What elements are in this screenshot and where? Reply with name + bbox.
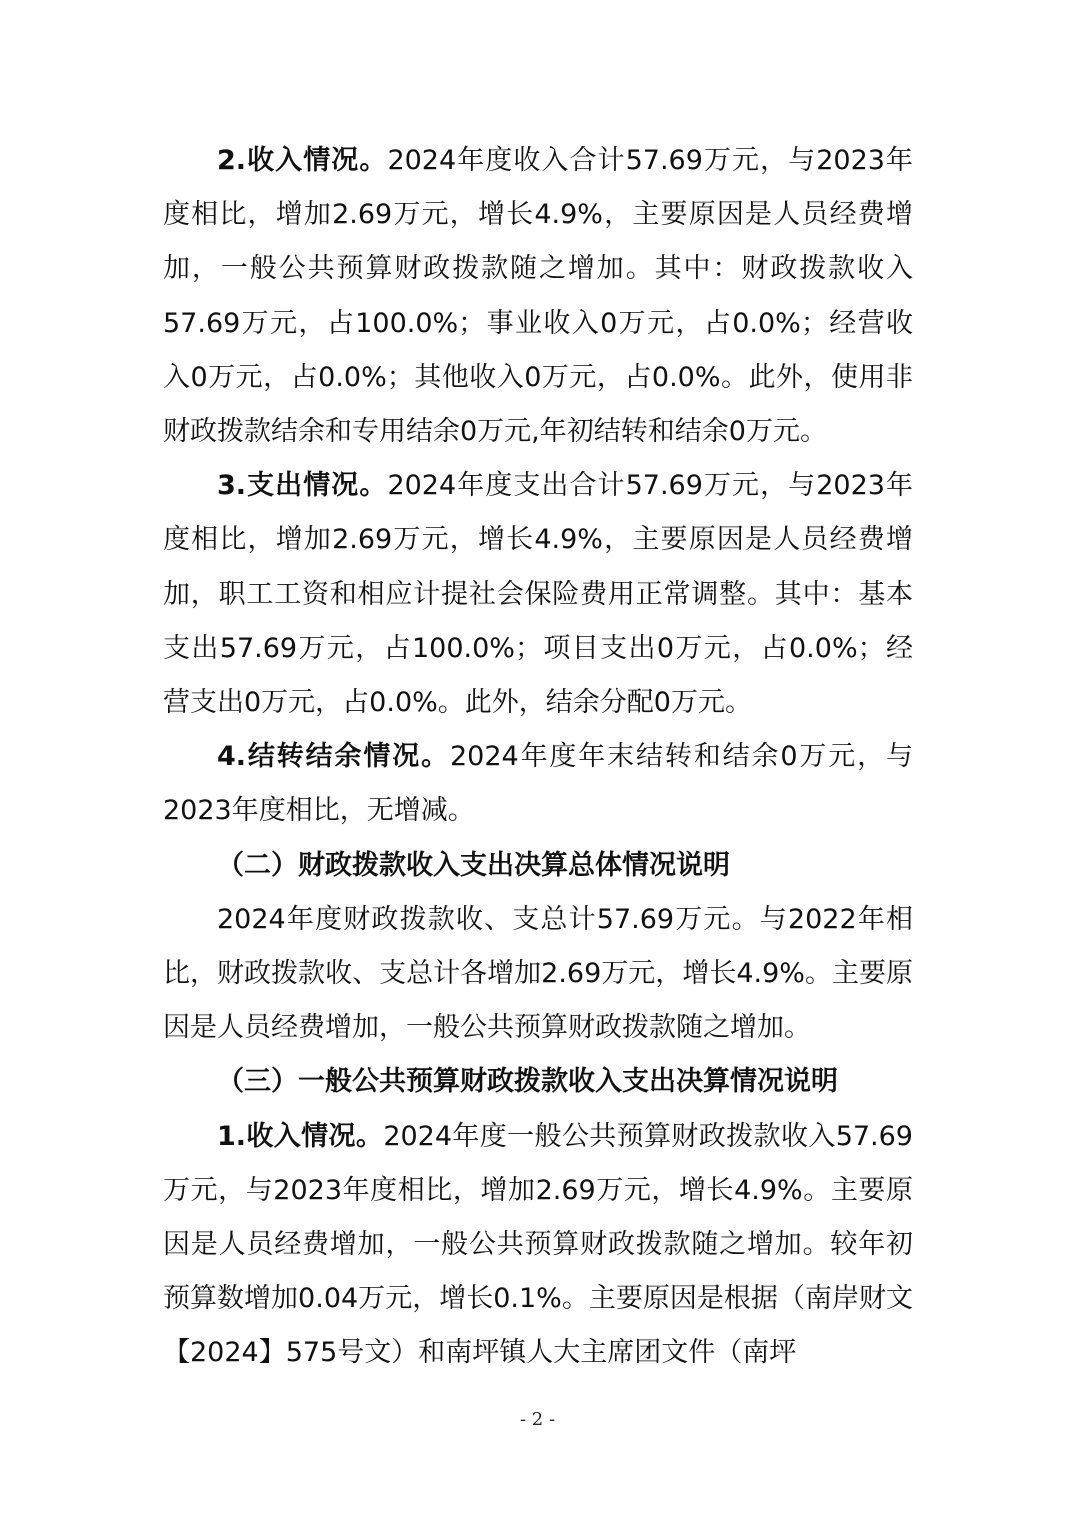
paragraph-text: 2024年度年末结转和结余0万元，与2023年度相比，无增减。 bbox=[163, 741, 914, 827]
paragraph-general-budget-income bbox=[163, 1110, 913, 1381]
paragraph-text: 2024年度一般公共预算财政拨款收入57.69万元，与2023年度相比，增加2.69万元，增长4.9%。主要原因是人员经费增加，一般公共预算财政拨款随之增加。较年初预算数增加0.04万元，增长0.1%。主要原因是根据（南岸财文【2024】575号文）和南坪镇人大主席团文件（南坪 bbox=[163, 1120, 913, 1369]
paragraph-lead: 2.收入情况。 bbox=[217, 145, 388, 176]
paragraph-income bbox=[163, 134, 913, 459]
paragraph-lead: 1.收入情况。 bbox=[217, 1120, 384, 1152]
paragraph-text: 2024年度收入合计57.69万元，与2023年度相比，增加2.69万元，增长4.9%，主要原因是人员经费增加，一般公共预算财政拨款随之增加。其中：财政拨款收入57.69万元，占100.0%；事业收入0万元，占0.0%；经营收入0万元，占0.0%；其他收入0万元，占0.0%。此外，使用非财政拨款结余和专用结余0万元,年初结转和结余0万元。 bbox=[163, 145, 913, 448]
paragraph-lead: 3.支出情况。 bbox=[217, 470, 388, 502]
section-heading-general-budget: （三）一般公共预算财政拨款收入支出决算情况说明 bbox=[217, 1066, 838, 1098]
section-heading-fiscal-allocation: （二）财政拨款收入支出决算总体情况说明 bbox=[217, 849, 730, 881]
paragraph-lead: 4.结转结余情况。 bbox=[217, 741, 450, 773]
paragraph-carryover bbox=[163, 730, 913, 838]
document-body bbox=[163, 134, 913, 1381]
paragraph-fiscal-allocation: 2024年度财政拨款收、支总计57.69万元。与2022年相比，财政拨款收、支总计各增加2.69万元，增长4.9%。主要原因是人员经费增加，一般公共预算财政拨款随之增加。 bbox=[163, 903, 913, 1044]
paragraph-expenditure bbox=[163, 459, 913, 730]
paragraph-text: 2024年度支出合计57.69万元，与2023年度相比，增加2.69万元，增长4.9%，主要原因是人员经费增加，职工工资和相应计提社会保险费用正常调整。其中：基本支出57.69万元，占100.0%；项目支出0万元，占0.0%；经营支出0万元，占0.0%。此外，结余分配0万元。 bbox=[163, 470, 913, 719]
page-number: - 2 - bbox=[519, 1409, 556, 1430]
